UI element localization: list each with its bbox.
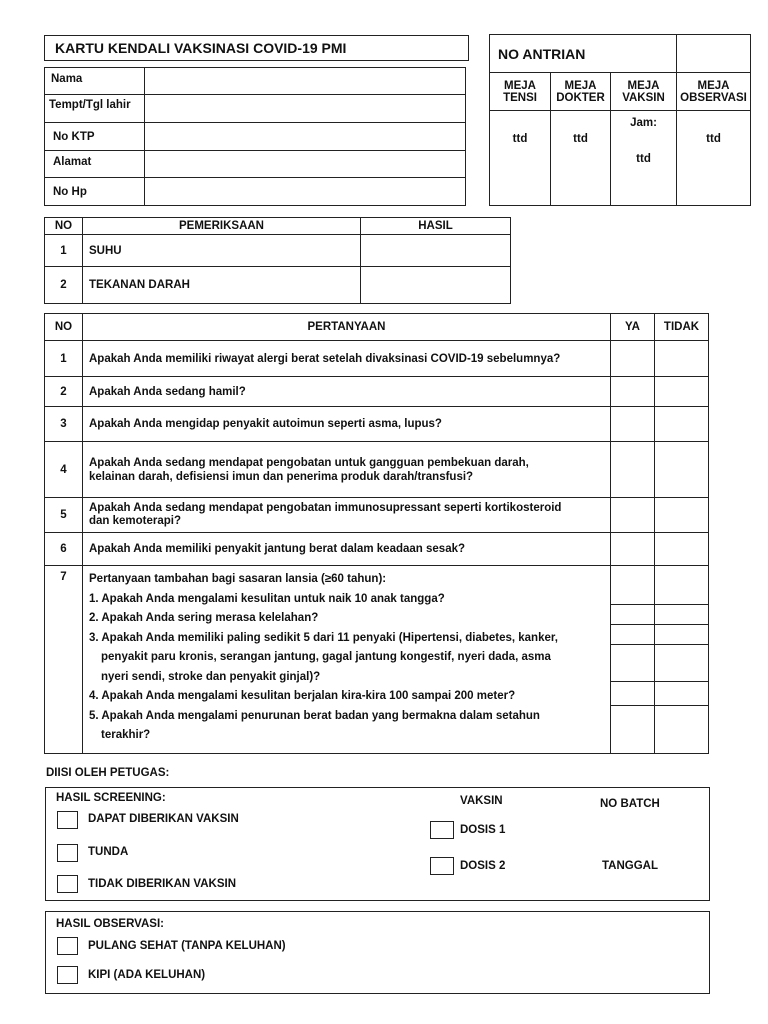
jam-label: Jam: [630,117,657,129]
question-7-intro: Pertanyaan tambahan bagi sasaran lansia (≥60 tahun): [89,573,387,585]
question-7-item-cont: terakhir? [101,729,151,741]
checkbox-dosis-2[interactable] [430,857,454,875]
desk-vaksin-header: MEJA VAKSIN [611,73,677,111]
nama-field[interactable] [145,68,466,95]
question-no: 1 [45,341,83,377]
antrian-number-field[interactable] [677,35,751,73]
question-no: 4 [45,442,83,498]
ttd-label: ttd [636,153,651,165]
desk-dokter-sign[interactable]: ttd [551,111,611,206]
q7-answer-divider [610,705,709,706]
answer-tidak-cell[interactable] [655,341,709,377]
title-box [44,35,469,61]
q7-answer-divider [610,604,709,605]
suhu-result-field[interactable] [361,235,511,267]
field-label-ktp: No KTP [45,123,145,151]
question-no: 5 [45,498,83,533]
pemeriksaan-row-no: 2 [45,267,83,304]
question-no: 7 [45,566,83,754]
answer-tidak-cell[interactable] [655,407,709,442]
tanggal-label: TANGGAL [602,860,659,872]
checkbox-kipi[interactable] [57,966,78,984]
pemeriksaan-header-label: PEMERIKSAAN [83,218,361,235]
screening-box [45,787,710,901]
question-7-text [83,566,611,754]
petugas-label: DIISI OLEH PETUGAS: [46,767,170,779]
page-title: KARTU KENDALI VAKSINASI COVID-19 PMI [55,40,347,56]
option-pulang-sehat-label: PULANG SEHAT (TANPA KELUHAN) [88,940,286,952]
checkbox-dosis-1[interactable] [430,821,454,839]
pemeriksaan-row-label: TEKANAN DARAH [83,267,361,304]
desk-tensi-sign[interactable]: ttd [490,111,551,206]
pertanyaan-header-text: PERTANYAAN [83,314,611,341]
checkbox-pulang-sehat[interactable] [57,937,78,955]
screening-title: HASIL SCREENING: [56,792,166,804]
answer-ya-cell[interactable] [611,566,655,754]
question-7-item-cont: nyeri sendi, stroke dan penyakit ginjal)? [101,670,321,683]
question-text: Apakah Anda memiliki penyakit jantung berat dalam keadaan sesak? [83,533,611,566]
field-label-ttl: Tempt/Tgl lahir [45,95,145,123]
checkbox-dapat-diberikan[interactable] [57,811,78,829]
checkbox-tidak-diberikan[interactable] [57,875,78,893]
checkbox-tunda[interactable] [57,844,78,862]
answer-tidak-cell[interactable] [655,377,709,407]
desk-dokter-header: MEJA DOKTER [551,73,611,111]
pertanyaan-table [44,313,709,754]
question-7-item: 5. Apakah Anda mengalami penurunan berat badan yang bermakna dalam setahun [89,709,540,722]
answer-tidak-cell[interactable] [655,442,709,498]
tekanan-darah-result-field[interactable] [361,267,511,304]
question-7-item: 2. Apakah Anda sering merasa kelelahan? [89,612,319,624]
pemeriksaan-row-no: 1 [45,235,83,267]
question-no: 6 [45,533,83,566]
identity-table [44,67,466,206]
field-label-alamat: Alamat [45,151,145,178]
antrian-label: NO ANTRIAN [490,35,677,73]
pertanyaan-header-no: NO [45,314,83,341]
ktp-field[interactable] [145,123,466,151]
q7-answer-divider [610,644,709,645]
answer-tidak-cell[interactable] [655,498,709,533]
answer-ya-cell[interactable] [611,498,655,533]
question-text: Apakah Anda sedang hamil? [83,377,611,407]
answer-ya-cell[interactable] [611,533,655,566]
ttl-field[interactable] [145,95,466,123]
pemeriksaan-header-hasil: HASIL [361,218,511,235]
question-7-item: 3. Apakah Anda memiliki paling sedikit 5 dari 11 penyaki (Hipertensi, diabetes, kanker, [89,631,558,644]
hp-field[interactable] [145,178,466,206]
pertanyaan-header-ya: YA [611,314,655,341]
dosis-2-label: DOSIS 2 [460,860,506,872]
question-7-item: 4. Apakah Anda mengalami kesulitan berjalan kira-kira 100 sampai 200 meter? [89,690,516,702]
desk-observasi-sign[interactable]: ttd [677,111,751,206]
option-dapat-diberikan-label: DAPAT DIBERIKAN VAKSIN [88,813,239,825]
pemeriksaan-row-label: SUHU [83,235,361,267]
q7-answer-divider [610,681,709,682]
desk-tensi-header: MEJA TENSI [490,73,551,111]
option-tidak-diberikan-label: TIDAK DIBERIKAN VAKSIN [88,878,237,890]
alamat-field[interactable] [145,151,466,178]
vaksin-label: VAKSIN [460,795,503,807]
observasi-title: HASIL OBSERVASI: [56,918,164,930]
question-text: Apakah Anda memiliki riwayat alergi berat setelah divaksinasi COVID-19 sebelumnya? [83,341,611,377]
answer-ya-cell[interactable] [611,377,655,407]
pemeriksaan-table [44,217,511,304]
field-label-hp: No Hp [45,178,145,206]
question-text: Apakah Anda sedang mendapat pengobatan immunosupressant seperti kortikosteroid dan kemoterapi? [83,498,611,533]
answer-ya-cell[interactable] [611,341,655,377]
observasi-box [45,911,710,994]
q7-answer-divider [610,624,709,625]
question-text: Apakah Anda sedang mendapat pengobatan untuk gangguan pembekuan darah, kelainan darah, defisiensi imun dan penerima produk darah/transfusi? [83,442,611,498]
question-7-item: 1. Apakah Anda mengalami kesulitan untuk naik 10 anak tangga? [89,592,445,605]
field-label-nama: Nama [45,68,145,95]
question-no: 2 [45,377,83,407]
pemeriksaan-header-no: NO [45,218,83,235]
antrian-table [489,34,751,206]
pertanyaan-header-tidak: TIDAK [655,314,709,341]
desk-observasi-header: MEJA OBSERVASI [677,73,751,111]
question-no: 3 [45,407,83,442]
option-kipi-label: KIPI (ADA KELUHAN) [88,969,206,981]
option-tunda-label: TUNDA [88,846,129,858]
dosis-1-label: DOSIS 1 [460,824,506,836]
answer-tidak-cell[interactable] [655,566,709,754]
question-text: Apakah Anda mengidap penyakit autoimun seperti asma, lupus? [83,407,611,442]
answer-ya-cell[interactable] [611,442,655,498]
answer-ya-cell[interactable] [611,407,655,442]
answer-tidak-cell[interactable] [655,533,709,566]
no-batch-label: NO BATCH [600,798,660,810]
question-7-item-cont: penyakit paru kronis, serangan jantung, gagal jantung kongestif, nyeri dada, asma [101,651,551,663]
desk-vaksin-sign[interactable] [611,111,677,206]
